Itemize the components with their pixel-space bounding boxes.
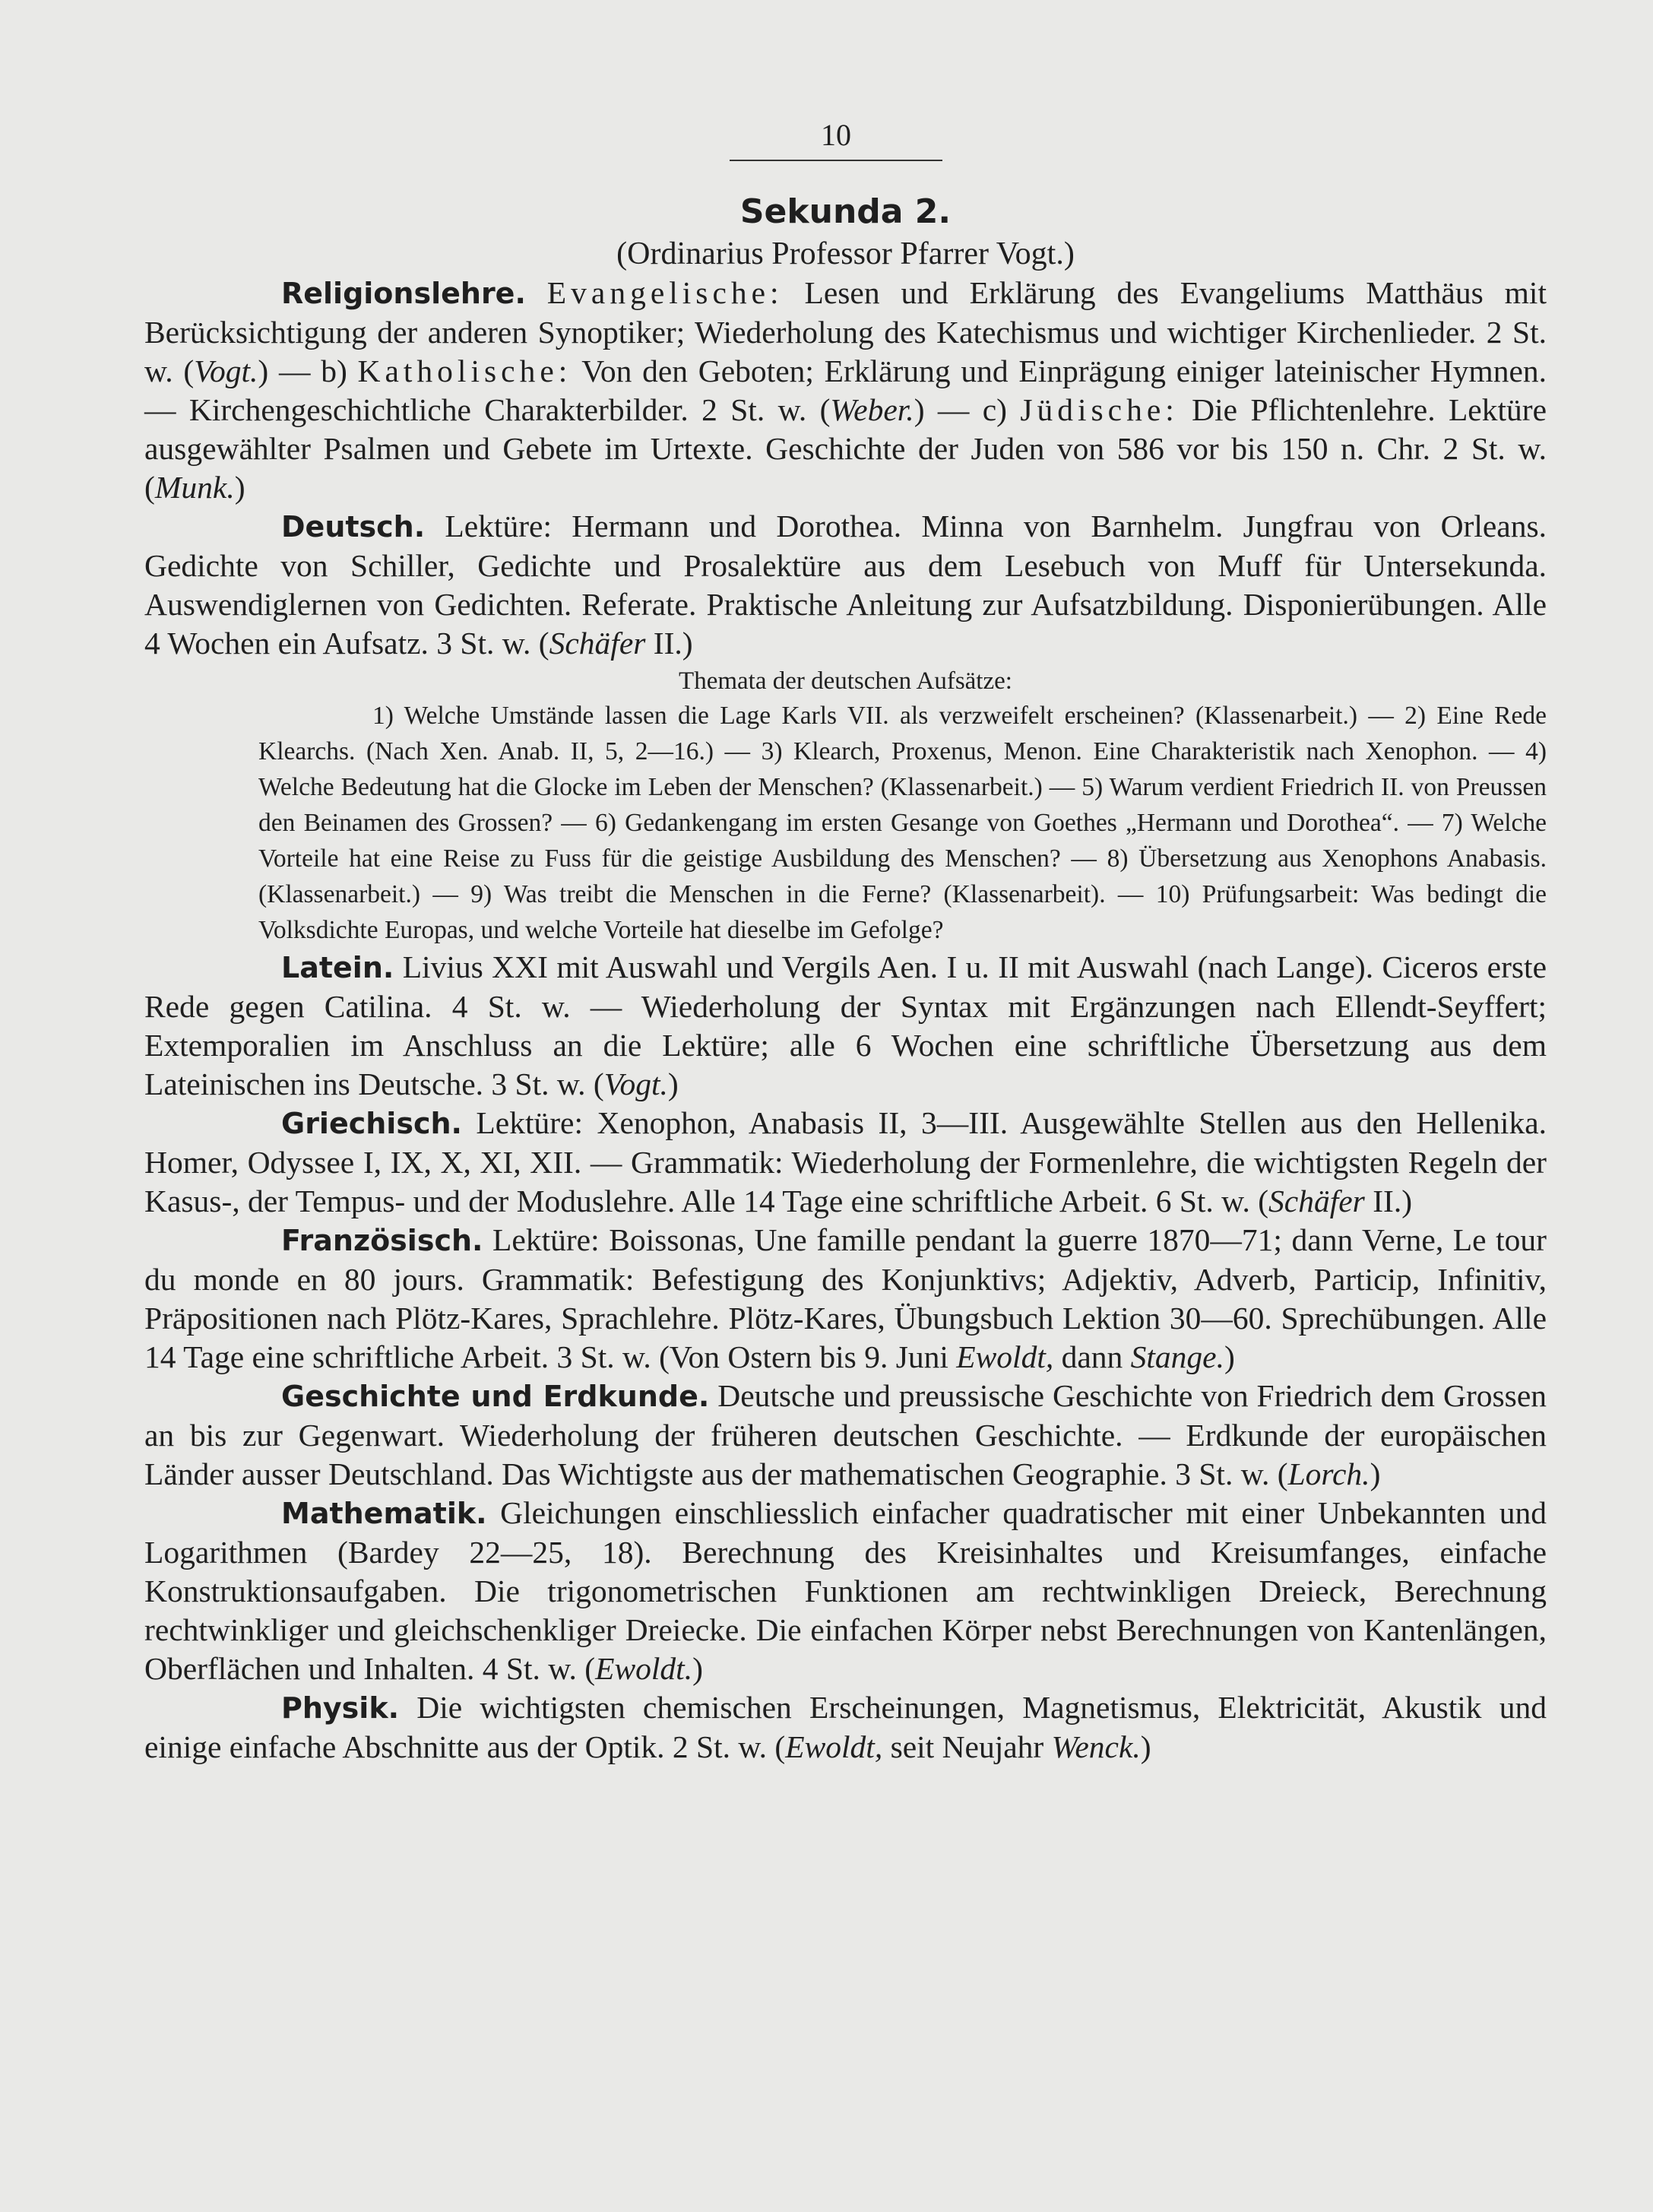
text: ) <box>692 1651 703 1686</box>
heading-deutsch: Deutsch. <box>281 510 426 543</box>
text: Gleichungen einschliesslich einfacher quadratischer mit einer Unbekannten und Logarithmen (Bardey 22—25, 18). Berechnung des Kreisinhaltes und Kreisumfanges, einfache Konstruktionsaufgaben. Die trigonometrischen Funktionen am rechtwinkligen Dreieck, Berechnung rechtwinkliger und gleichschenkliger Dreiecke. Die einfachen Körper nebst Berechnungen von Kantenlängen, Oberflächen und Inhalten. 4 St. w. ( <box>144 1495 1547 1686</box>
text: Lektüre: Xenophon, Anabasis II, 3—III. Ausgewählte Stellen aus den Hellenika. Homer, Odyssee I, IX, X, XI, XII. — Grammatik: Wiederholung der Formenlehre, die wichtigsten Regeln der Kasus-, der Tempus- und der Moduslehre. Alle 14 Tage eine schriftliche Arbeit. 6 St. w. ( <box>144 1105 1547 1219</box>
text: Lektüre: Hermann und Dorothea. Minna von Barnhelm. Jungfrau von Orleans. Gedichte von Schiller, Gedichte und Prosalektüre aus dem Lesebuch von Muff für Untersekunda. Auswendiglernen von Gedichten. Referate. Praktische Anleitung zur Aufsatzbildung. Disponierübungen. Alle 4 Wochen ein Aufsatz. 3 St. w. ( <box>144 509 1547 661</box>
text: ) <box>234 470 245 505</box>
text: Von den Geboten; Erklärung und Einprägung einiger lateinischer Hymnen. — Kirchengeschichtliche Charakterbilder. 2 St. w. ( <box>144 353 1547 427</box>
themes-list: 1) Welche Umstände lassen die Lage Karls VII. als verzweifelt erscheinen? (Klassenarbeit.) — 2) Eine Rede Klearchs. (Nach Xen. Anab. II, 5, 2—16.) — 3) Klearch, Proxenus, Menon. Eine Charakteristik nach Xenophon. — 4) Welche Bedeutung hat die Glocke im Leben der Menschen? (Klassenarbeit.) — 5) Warum verdient Friedrich II. von Preussen den Beinamen des Grossen? — 6) Gedankengang im ersten Gesange von Goethes „Hermann und Dorothea“. — 7) Welche Vorteile hat eine Reise zu Fuss für die geistige Ausbildung des Menschen? — 8) Übersetzung aus Xenophons Anabasis. (Klassenarbeit.) — 9) Was treibt die Menschen in die Ferne? (Klassenarbeit). — 10) Prüfungsarbeit: Was bedingt die Volksdichte Europas, und welche Vorteile hat dieselbe im Gefolge? <box>258 702 1547 944</box>
text: Livius XXI mit Auswahl und Vergils Aen. I u. II mit Auswahl (nach Lange). Ciceros erste Rede gegen Catilina. 4 St. w. — Wiederholung der Syntax mit Ergänzungen nach Ellendt-Seyffert; Extemporalien im Anschluss an die Lektüre; alle 6 Wochen eine schriftliche Übersetzung aus dem Lateinischen ins Deutsche. 3 St. w. ( <box>144 949 1547 1101</box>
paragraph-franzoesisch <box>144 1221 1547 1377</box>
text: Die Pflichtenlehre. Lektüre ausgewählter Psalmen und Gebete im Urtexte. Geschichte der Juden von 586 vor bis 150 n. Chr. 2 St. w. ( <box>144 392 1547 505</box>
label-katholische: Katholische: <box>357 353 572 388</box>
teacher-name: Weber. <box>830 392 914 427</box>
paragraph-religionslehre <box>144 274 1547 507</box>
paragraph-mathematik <box>144 1494 1547 1688</box>
heading-geschichte: Geschichte und Erdkunde. <box>281 1380 710 1413</box>
heading-latein: Latein. <box>281 951 394 984</box>
teacher-name: Vogt. <box>603 1066 668 1101</box>
text: ) <box>1140 1729 1151 1764</box>
label-evangelische: Evangelische: <box>546 275 784 310</box>
teacher-name: Vogt. <box>194 353 258 388</box>
text: II.) <box>645 626 693 661</box>
teacher-name: Munk. <box>154 470 235 505</box>
text: ) — b) <box>258 353 358 388</box>
paragraph-physik <box>144 1688 1547 1767</box>
teacher-name: Schäfer <box>549 626 646 661</box>
section-subtitle: (Ordinarius Professor Pfarrer Vogt.) <box>616 236 1075 271</box>
text: dann <box>1053 1339 1131 1374</box>
text: II.) <box>1364 1184 1413 1219</box>
teacher-name: Schäfer <box>1268 1184 1365 1219</box>
page-content <box>144 190 1547 1767</box>
teacher-name: Wenck. <box>1051 1729 1141 1764</box>
text: ) <box>1224 1339 1235 1374</box>
teacher-name: Stange. <box>1130 1339 1224 1374</box>
heading-mathematik: Mathematik. <box>281 1497 487 1530</box>
text: Lesen und Erklärung des Evangeliums Matthäus mit Berücksichtigung der anderen Synoptiker; Wiederholung des Katechismus und wichtiger Kirchenlieder. 2 St. w. ( <box>144 275 1547 388</box>
paragraph-latein <box>144 948 1547 1104</box>
paragraph-deutsch <box>144 507 1547 663</box>
section-title: Sekunda 2. <box>739 192 952 231</box>
text: ) — c) <box>914 392 1021 427</box>
teacher-name: Ewoldt, <box>956 1339 1054 1374</box>
teacher-name: Ewoldt. <box>595 1651 693 1686</box>
text: Lektüre: Boissonas, Une famille pendant la guerre 1870—71; dann Verne, Le tour du monde en 80 jours. Grammatik: Befestigung des Konjunktivs; Adjektiv, Adverb, Particip, Infinitiv, Präpositionen nach Plötz-Kares, Sprachlehre. Plötz-Kares, Übungsbuch Lektion 30—60. Sprechübungen. Alle 14 Tage eine schriftliche Arbeit. 3 St. w. (Von Ostern bis 9. Juni <box>144 1222 1547 1374</box>
text: seit Neujahr <box>882 1729 1052 1764</box>
heading-franzoesisch: Französisch. <box>281 1224 483 1257</box>
paragraph-geschichte <box>144 1377 1547 1494</box>
heading-griechisch: Griechisch. <box>281 1107 462 1140</box>
text: ) <box>1370 1456 1381 1491</box>
heading-religionslehre: Religionslehre. <box>281 277 526 310</box>
heading-physik: Physik. <box>281 1691 400 1725</box>
teacher-name: Ewoldt, <box>785 1729 883 1764</box>
page-number: 10 <box>730 114 942 161</box>
paragraph-griechisch <box>144 1104 1547 1221</box>
text: ) <box>667 1066 679 1101</box>
text: Die wichtigsten chemischen Erscheinungen, Magnetismus, Elektricität, Akustik und einige einfache Abschnitte aus der Optik. 2 St. w. ( <box>144 1690 1547 1764</box>
teacher-name: Lorch. <box>1287 1456 1370 1491</box>
themes-title: Themata der deutschen Aufsätze: <box>679 667 1012 695</box>
text: Deutsche und preussische Geschichte von Friedrich dem Grossen an bis zur Gegenwart. Wiederholung der früheren deutschen Geschichte. — Erdkunde der europäischen Länder ausser Deutschland. Das Wichtigste aus der mathematischen Geographie. 3 St. w. ( <box>144 1378 1547 1491</box>
label-juedische: Jüdische: <box>1020 392 1179 427</box>
